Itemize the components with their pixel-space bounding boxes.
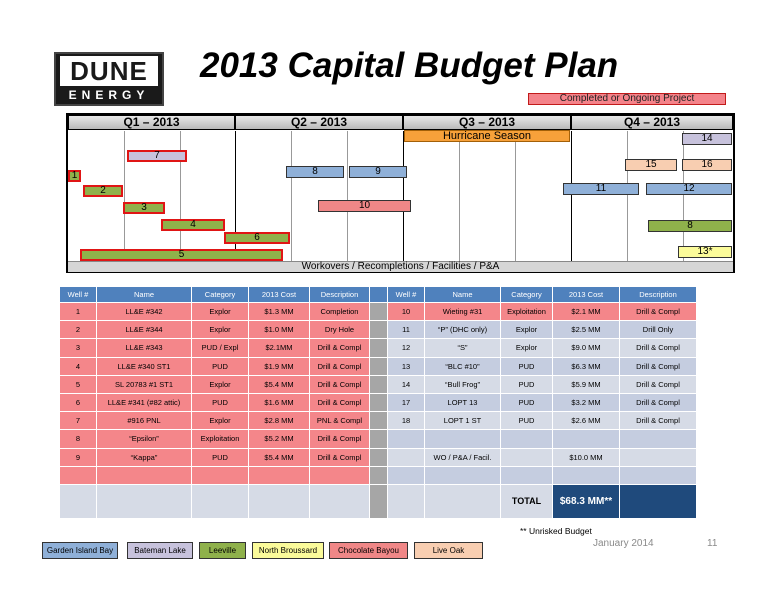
table-cell: Drill & Compl bbox=[310, 448, 370, 466]
table-cell: Explor bbox=[501, 321, 553, 339]
table-row bbox=[60, 321, 697, 339]
table-cell bbox=[553, 466, 620, 484]
table-cell bbox=[192, 484, 249, 518]
column-separator bbox=[370, 430, 388, 448]
col-header: Name bbox=[97, 287, 192, 303]
table-cell: Drill & Compl bbox=[620, 357, 697, 375]
gantt-bar-4: 4 bbox=[161, 219, 225, 231]
table-cell bbox=[501, 430, 553, 448]
table-cell bbox=[249, 466, 310, 484]
legend-chocolate-bayou: Chocolate Bayou bbox=[329, 542, 408, 559]
page-number: 11 bbox=[707, 538, 718, 549]
table-cell: Drill & Compl bbox=[620, 375, 697, 393]
table-cell bbox=[310, 466, 370, 484]
table-row bbox=[60, 375, 697, 393]
gantt-bar-10: 10 bbox=[318, 200, 411, 212]
table-cell bbox=[192, 466, 249, 484]
column-separator bbox=[370, 321, 388, 339]
table-cell: Drill & Compl bbox=[310, 393, 370, 411]
table-cell: 11 bbox=[388, 321, 425, 339]
table-cell bbox=[388, 430, 425, 448]
table-cell: PUD bbox=[192, 357, 249, 375]
table-cell bbox=[388, 448, 425, 466]
total-label: TOTAL bbox=[501, 484, 553, 518]
gantt-bar-7: 7 bbox=[127, 150, 187, 162]
table-cell: $5.4 MM bbox=[249, 375, 310, 393]
table-cell: “P” (DHC only) bbox=[425, 321, 501, 339]
quarter-header-q2: Q2 – 2013 bbox=[235, 115, 403, 130]
table-row bbox=[60, 339, 697, 357]
table-cell: $9.0 MM bbox=[553, 339, 620, 357]
quarter-header-q4: Q4 – 2013 bbox=[571, 115, 733, 130]
table-cell: Explor bbox=[192, 412, 249, 430]
column-separator bbox=[370, 303, 388, 321]
table-cell: “Epsilon” bbox=[97, 430, 192, 448]
table-cell: Drill & Compl bbox=[620, 412, 697, 430]
table-cell: 6 bbox=[60, 393, 97, 411]
col-header: Description bbox=[310, 287, 370, 303]
total-value: $68.3 MM** bbox=[553, 484, 620, 518]
table-cell bbox=[620, 466, 697, 484]
table-cell: Wieting #31 bbox=[425, 303, 501, 321]
table-cell: Drill & Compl bbox=[620, 393, 697, 411]
table-cell: PUD bbox=[501, 393, 553, 411]
table-row bbox=[60, 393, 697, 411]
quarter-gridline bbox=[403, 131, 404, 262]
table-cell bbox=[501, 448, 553, 466]
table-row bbox=[60, 466, 697, 484]
table-cell: Dry Hole bbox=[310, 321, 370, 339]
quarter-header-q1: Q1 – 2013 bbox=[68, 115, 235, 130]
table-cell: #916 PNL bbox=[97, 412, 192, 430]
column-separator bbox=[370, 448, 388, 466]
table-cell: LL&E #340 ST1 bbox=[97, 357, 192, 375]
table-cell bbox=[249, 484, 310, 518]
table-cell: 17 bbox=[388, 393, 425, 411]
page-title: 2013 Capital Budget Plan bbox=[200, 46, 619, 85]
table-cell: 7 bbox=[60, 412, 97, 430]
workover-band: Workovers / Recompletions / Facilities / P&A bbox=[68, 261, 733, 272]
table-cell: $2.1 MM bbox=[553, 303, 620, 321]
table-cell: 13 bbox=[388, 357, 425, 375]
table-row bbox=[60, 357, 697, 375]
table-header-row bbox=[60, 287, 697, 303]
month-gridline bbox=[683, 131, 684, 262]
logo-sub-text: ENERGY bbox=[68, 88, 150, 102]
column-separator bbox=[370, 412, 388, 430]
month-gridline bbox=[124, 131, 125, 262]
table-cell: “Kappa” bbox=[97, 448, 192, 466]
table-cell bbox=[388, 466, 425, 484]
hurricane-season-band: Hurricane Season bbox=[404, 130, 570, 142]
table-cell: Drill & Compl bbox=[310, 357, 370, 375]
well-budget-table bbox=[59, 286, 697, 519]
table-cell: PUD / Expl bbox=[192, 339, 249, 357]
table-cell bbox=[553, 430, 620, 448]
table-cell: “Bull Frog” bbox=[425, 375, 501, 393]
legend-live-oak: Live Oak bbox=[414, 542, 483, 559]
completed-legend: Completed or Ongoing Project bbox=[528, 93, 726, 105]
table-cell bbox=[97, 484, 192, 518]
table-cell: Exploitation bbox=[501, 303, 553, 321]
table-cell: $2.6 MM bbox=[553, 412, 620, 430]
table-cell bbox=[60, 484, 97, 518]
gantt-bar-11: 11 bbox=[563, 183, 639, 195]
column-separator bbox=[370, 466, 388, 484]
gantt-bar-14: 14 bbox=[682, 133, 732, 145]
gantt-chart bbox=[66, 113, 735, 273]
gantt-bar-16: 16 bbox=[682, 159, 732, 171]
table-cell: $2.1MM bbox=[249, 339, 310, 357]
gantt-bar-12: 12 bbox=[646, 183, 732, 195]
table-row bbox=[60, 412, 697, 430]
month-gridline bbox=[291, 131, 292, 262]
table-cell: Drill Only bbox=[620, 321, 697, 339]
table-cell bbox=[388, 484, 425, 518]
table-cell: PUD bbox=[192, 448, 249, 466]
table-row bbox=[60, 430, 697, 448]
table-cell: 5 bbox=[60, 375, 97, 393]
table-cell: $1.0 MM bbox=[249, 321, 310, 339]
table-cell: $5.9 MM bbox=[553, 375, 620, 393]
table-cell: Explor bbox=[501, 339, 553, 357]
col-header: Description bbox=[620, 287, 697, 303]
column-separator bbox=[370, 393, 388, 411]
month-gridline bbox=[515, 131, 516, 262]
gantt-bar-1: 1 bbox=[68, 170, 81, 182]
table-cell: PUD bbox=[192, 393, 249, 411]
table-cell: 1 bbox=[60, 303, 97, 321]
table-cell: LL&E #344 bbox=[97, 321, 192, 339]
table-cell bbox=[60, 466, 97, 484]
table-cell: Explor bbox=[192, 375, 249, 393]
table-cell: $5.2 MM bbox=[249, 430, 310, 448]
col-header: 2013 Cost bbox=[553, 287, 620, 303]
logo-main-text: DUNE bbox=[60, 56, 158, 86]
col-header: 2013 Cost bbox=[249, 287, 310, 303]
table-cell: Explor bbox=[192, 303, 249, 321]
gantt-bar-2: 2 bbox=[83, 185, 123, 197]
month-gridline bbox=[627, 131, 628, 262]
column-separator bbox=[370, 357, 388, 375]
table-cell: Drill & Compl bbox=[310, 339, 370, 357]
table-cell: Drill & Compl bbox=[620, 303, 697, 321]
table-cell: Drill & Compl bbox=[620, 339, 697, 357]
table-cell: Completion bbox=[310, 303, 370, 321]
month-gridline bbox=[459, 131, 460, 262]
table-cell bbox=[425, 430, 501, 448]
table-cell: $1.9 MM bbox=[249, 357, 310, 375]
gantt-bar-9: 9 bbox=[349, 166, 407, 178]
unrisked-budget-note: ** Unrisked Budget bbox=[520, 526, 592, 536]
column-separator bbox=[370, 287, 388, 303]
gantt-bar-3: 3 bbox=[123, 202, 165, 214]
quarter-header-q3: Q3 – 2013 bbox=[403, 115, 571, 130]
table-cell: $1.6 MM bbox=[249, 393, 310, 411]
column-separator bbox=[370, 484, 388, 518]
table-cell bbox=[620, 430, 697, 448]
table-cell bbox=[620, 448, 697, 466]
col-header: Category bbox=[501, 287, 553, 303]
footer-date: January 2014 bbox=[593, 538, 654, 549]
table-cell bbox=[425, 484, 501, 518]
legend-garden-island-bay: Garden Island Bay bbox=[42, 542, 118, 559]
table-cell: $10.0 MM bbox=[553, 448, 620, 466]
table-cell: PUD bbox=[501, 375, 553, 393]
column-separator bbox=[370, 339, 388, 357]
table-cell: Exploitation bbox=[192, 430, 249, 448]
table-cell bbox=[501, 466, 553, 484]
table-cell: LOPT 13 bbox=[425, 393, 501, 411]
gantt-bar-5: 5 bbox=[80, 249, 283, 261]
gantt-bar-6: 6 bbox=[224, 232, 290, 244]
gantt-bar-8: 8 bbox=[286, 166, 344, 178]
table-cell: LOPT 1 ST bbox=[425, 412, 501, 430]
table-cell: 3 bbox=[60, 339, 97, 357]
legend-north-broussard: North Broussard bbox=[252, 542, 324, 559]
table-cell: 10 bbox=[388, 303, 425, 321]
table-cell: LL&E #342 bbox=[97, 303, 192, 321]
table-row bbox=[60, 448, 697, 466]
table-cell: Drill & Compl bbox=[310, 375, 370, 393]
col-header: Category bbox=[192, 287, 249, 303]
table-cell: 12 bbox=[388, 339, 425, 357]
table-cell: 9 bbox=[60, 448, 97, 466]
col-header: Well # bbox=[60, 287, 97, 303]
table-cell: 14 bbox=[388, 375, 425, 393]
table-cell: 4 bbox=[60, 357, 97, 375]
table-cell: 8 bbox=[60, 430, 97, 448]
table-cell: LL&E #343 bbox=[97, 339, 192, 357]
table-cell: Drill & Compl bbox=[310, 430, 370, 448]
table-cell: LL&E #341 (#82 attic) bbox=[97, 393, 192, 411]
company-logo bbox=[54, 52, 164, 106]
table-cell bbox=[620, 484, 697, 518]
table-cell: $2.8 MM bbox=[249, 412, 310, 430]
table-cell: $3.2 MM bbox=[553, 393, 620, 411]
total-row bbox=[60, 484, 697, 518]
table-cell: $2.5 MM bbox=[553, 321, 620, 339]
col-header: Well # bbox=[388, 287, 425, 303]
table-cell: $6.3 MM bbox=[553, 357, 620, 375]
table-cell: “BLC #10” bbox=[425, 357, 501, 375]
table-cell: PUD bbox=[501, 412, 553, 430]
table-cell: Explor bbox=[192, 321, 249, 339]
gantt-bar-15: 15 bbox=[625, 159, 677, 171]
table-cell: 2 bbox=[60, 321, 97, 339]
table-cell: 18 bbox=[388, 412, 425, 430]
gantt-bar-13: 13* bbox=[678, 246, 732, 258]
column-separator bbox=[370, 375, 388, 393]
table-cell bbox=[425, 466, 501, 484]
col-header: Name bbox=[425, 287, 501, 303]
table-cell: $5.4 MM bbox=[249, 448, 310, 466]
table-cell: “S” bbox=[425, 339, 501, 357]
legend-leeville: Leeville bbox=[199, 542, 246, 559]
gantt-bar-8-q4: 8 bbox=[648, 220, 732, 232]
quarter-gridline bbox=[571, 131, 572, 262]
month-gridline bbox=[347, 131, 348, 262]
table-cell: SL 20783 #1 ST1 bbox=[97, 375, 192, 393]
table-cell: $1.3 MM bbox=[249, 303, 310, 321]
table-cell: PUD bbox=[501, 357, 553, 375]
table-cell: WO / P&A / Facil. bbox=[425, 448, 501, 466]
table-row bbox=[60, 303, 697, 321]
legend-bateman-lake: Bateman Lake bbox=[127, 542, 193, 559]
table-cell bbox=[310, 484, 370, 518]
table-cell bbox=[97, 466, 192, 484]
table-cell: PNL & Compl bbox=[310, 412, 370, 430]
